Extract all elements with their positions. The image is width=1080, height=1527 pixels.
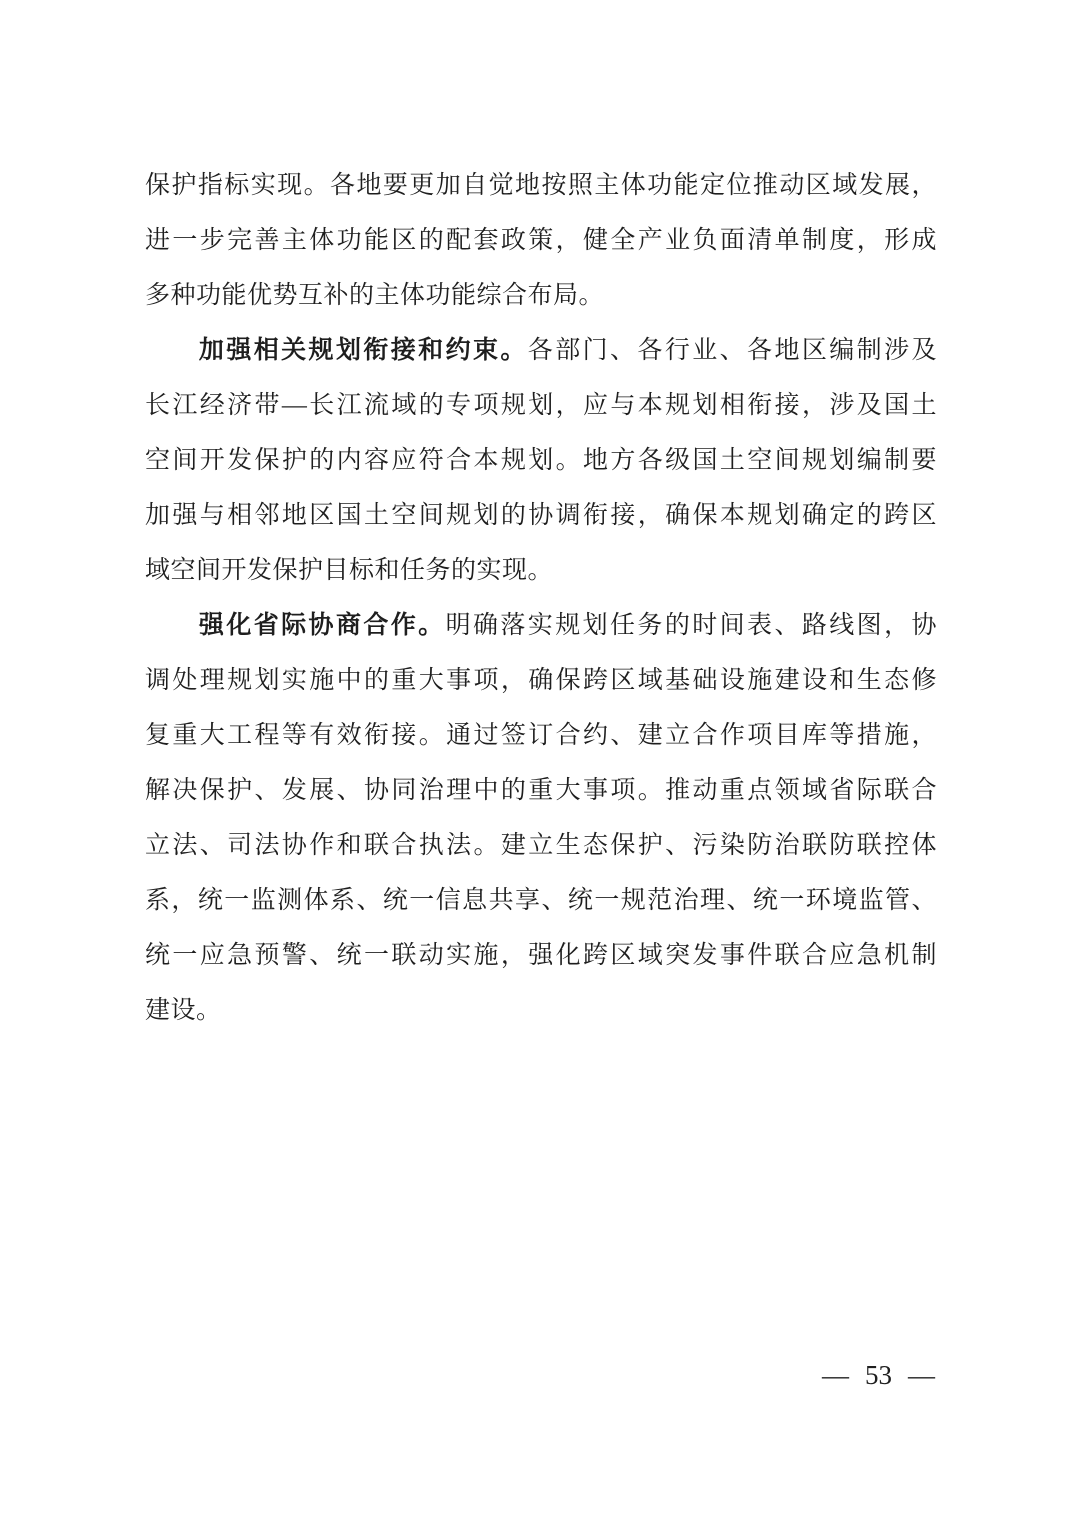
text-line: 复重大工程等有效衔接。通过签订合约、建立合作项目库等措施， — [145, 722, 937, 749]
text-run: 明确落实规划任务的时间表、路线图，协 — [445, 612, 937, 639]
text-line: 统一应急预警、统一联动实施，强化跨区域突发事件联合应急机制 — [145, 942, 937, 969]
footer-left-dash: — — [822, 1360, 849, 1390]
page-footer — [822, 1355, 935, 1395]
text-line: 空间开发保护的内容应符合本规划。地方各级国土空间规划编制要 — [145, 447, 937, 474]
text-line: 系，统一监测体系、统一信息共享、统一规范治理、统一环境监管、 — [145, 887, 937, 914]
paragraph-3 — [145, 598, 937, 1038]
text-line: 多种功能优势互补的主体功能综合布局。 — [145, 282, 605, 309]
text-run: 各部门、各行业、各地区编制涉及 — [527, 337, 937, 364]
text-line: 域空间开发保护目标和任务的实现。 — [145, 557, 554, 584]
paragraph-indent — [145, 632, 197, 633]
page-number: 53 — [865, 1360, 892, 1390]
text-line: 保护指标实现。各地要更加自觉地按照主体功能定位推动区域发展， — [145, 172, 937, 199]
text-line — [145, 323, 937, 378]
paragraph-lead-text: 强化省际协商合作。 — [197, 612, 446, 639]
text-line: 长江经济带—长江流域的专项规划，应与本规划相衔接，涉及国土 — [145, 392, 937, 419]
paragraph-indent — [145, 357, 197, 358]
paragraph-lead-text: 加强相关规划衔接和约束。 — [197, 337, 528, 364]
text-line: 立法、司法协作和联合执法。建立生态保护、污染防治联防联控体 — [145, 832, 937, 859]
text-line: 进一步完善主体功能区的配套政策，健全产业负面清单制度，形成 — [145, 227, 937, 254]
text-line: 调处理规划实施中的重大事项，确保跨区域基础设施建设和生态修 — [145, 667, 937, 694]
paragraph-1 — [145, 158, 937, 323]
text-line: 解决保护、发展、协同治理中的重大事项。推动重点领域省际联合 — [145, 777, 937, 804]
text-line — [145, 598, 937, 653]
footer-right-dash: — — [908, 1360, 935, 1390]
paragraph-2 — [145, 323, 937, 598]
text-line: 建设。 — [145, 997, 222, 1024]
text-line: 加强与相邻地区国土空间规划的协调衔接，确保本规划确定的跨区 — [145, 502, 937, 529]
document-body — [145, 158, 937, 1038]
